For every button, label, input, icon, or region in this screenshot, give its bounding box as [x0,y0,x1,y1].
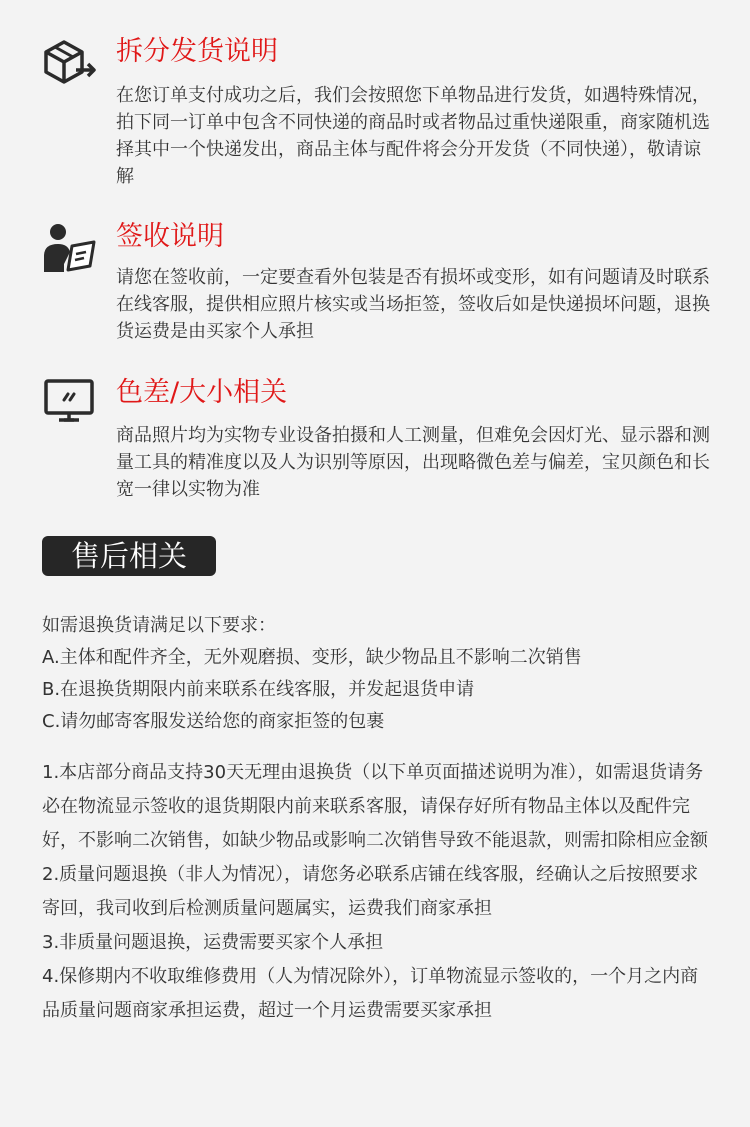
return-requirements [42,610,712,738]
after-sales-badge: 售后相关 [42,536,216,576]
requirement-item: C.请勿邮寄客服发送给您的商家拒签的包裹 [42,711,385,732]
policy-item: 3.非质量问题退换，运费需要买家个人承担 [42,932,384,953]
monitor-icon [42,378,98,426]
color-size-body: 商品照片均为实物专业设备拍摄和人工测量，但难免会因灯光、显示器和测量工具的精准度以及人为识别等原因，出现略微色差与偏差，宝贝颜色和长宽一律以实物为准 [116,425,710,500]
return-policies [42,756,714,1028]
signing-body: 请您在签收前，一定要查看外包装是否有损坏或变形，如有问题请及时联系在线客服，提供相应照片核实或当场拒签，签收后如是快递损坏问题，退换货运费是由买家个人承担 [116,267,710,342]
signing-title: 签收说明 [116,221,224,252]
requirement-item: B.在退换货期限内前来联系在线客服，并发起退货申请 [42,679,475,700]
person-sign-icon [42,222,98,270]
package-arrow-icon [42,38,98,86]
split-shipping-body: 在您订单支付成功之后，我们会按照您下单物品进行发货，如遇特殊情况，拍下同一订单中包含不同快递的商品时或者物品过重快递限重，商家随机选择其中一个快递发出，商品主体与配件将会分开发货（不同快递），敬请谅解 [116,85,710,187]
policy-item: 4.保修期内不收取维修费用（人为情况除外），订单物流显示签收的，一个月之内商品质量问题商家承担运费，超过一个月运费需要买家承担 [42,966,699,1021]
requirement-item: A.主体和配件齐全，无外观磨损、变形，缺少物品且不影响二次销售 [42,647,582,668]
policy-item: 2.质量问题退换（非人为情况），请您务必联系店铺在线客服，经确认之后按照要求寄回，我司收到后检测质量问题属实，运费我们商家承担 [42,864,699,919]
split-shipping-title: 拆分发货说明 [116,36,278,67]
color-size-title: 色差/大小相关 [116,377,288,408]
requirements-intro: 如需退换货请满足以下要求： [42,615,276,636]
policy-item: 1.本店部分商品支持30天无理由退换货（以下单页面描述说明为准），如需退货请务必在物流显示签收的退货期限内前来联系客服，请保存好所有物品主体以及配件完好，不影响二次销售，如缺少物品或影响二次销售导致不能退款，则需扣除相应金额 [42,762,708,851]
